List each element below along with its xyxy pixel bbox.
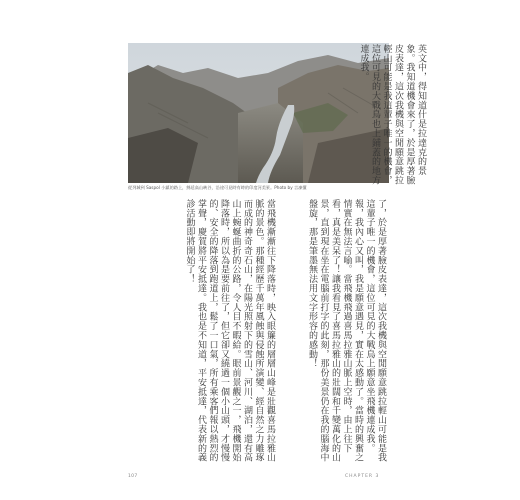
- chapter-label: CHAPTER 3: [345, 474, 380, 479]
- page-number: 107: [128, 474, 138, 479]
- mountain-river-photo: [128, 43, 389, 183]
- landscape-photo: [128, 43, 389, 183]
- text-column-left: 當飛機漸漸往下降落時，映入眼簾的層層山峰是壯觀喜馬拉雅山脈的景色。那種經歷千萬年風蝕與侵蝕所演變、經自然之力雕琢而成的神奇奇石山，在陽光照射下的雪山、河川、湖泊，還有高山上蜿蜒曲折的公路，令人目不暇給。眼前景觀之一，飛機開始降落時，所以為是要前往了，但它卻又繞過一個小山頭，才慢慢的、安全的降落到跑道上，鬆了一口氣，所有乘客們報以熱烈的掌聲，慶賀將平安抵達。我也是不知道，平安抵達，代表新的義診活動即將開始了！: [184, 199, 275, 463]
- text-column-top-right: 英文中，得知道什是拉達克的景象。我知道機會來了，於是厚著臉皮表達，這次我機與空閒願意跳拉輕山可能是我這輩子唯一的機會，這位可見的大戰鳥也上鋪蓋的地方連成我。: [358, 44, 426, 185]
- photo-caption: 從列城到 Saspol 小鎮的路上，綿延高山峽谷，沿途可見時有時的印度河美景。Photo by 言凍懂: [128, 185, 307, 190]
- text-column-right: 了，於是厚著臉皮表達，這次我機與空閒願意跳拉輕山可能是我這輩子唯一的機會，這位可見的大戰鳥上願意坐飛機連成我。報，我內心又叫，我是願意遇見，實在太感動了。當時的興奮之情實在無法言喻。當飛機飛過喜馬拉雅山脈上空時，由上往下看，真是美呆了！讓我看見了喜馬拉雅山的壯闊和千變萬化的山景，直到現在坐在電腦前打字的此刻，那份美景仍在我的腦海中盤旋，那是筆墨無法用文字形容的感動！: [307, 199, 386, 463]
